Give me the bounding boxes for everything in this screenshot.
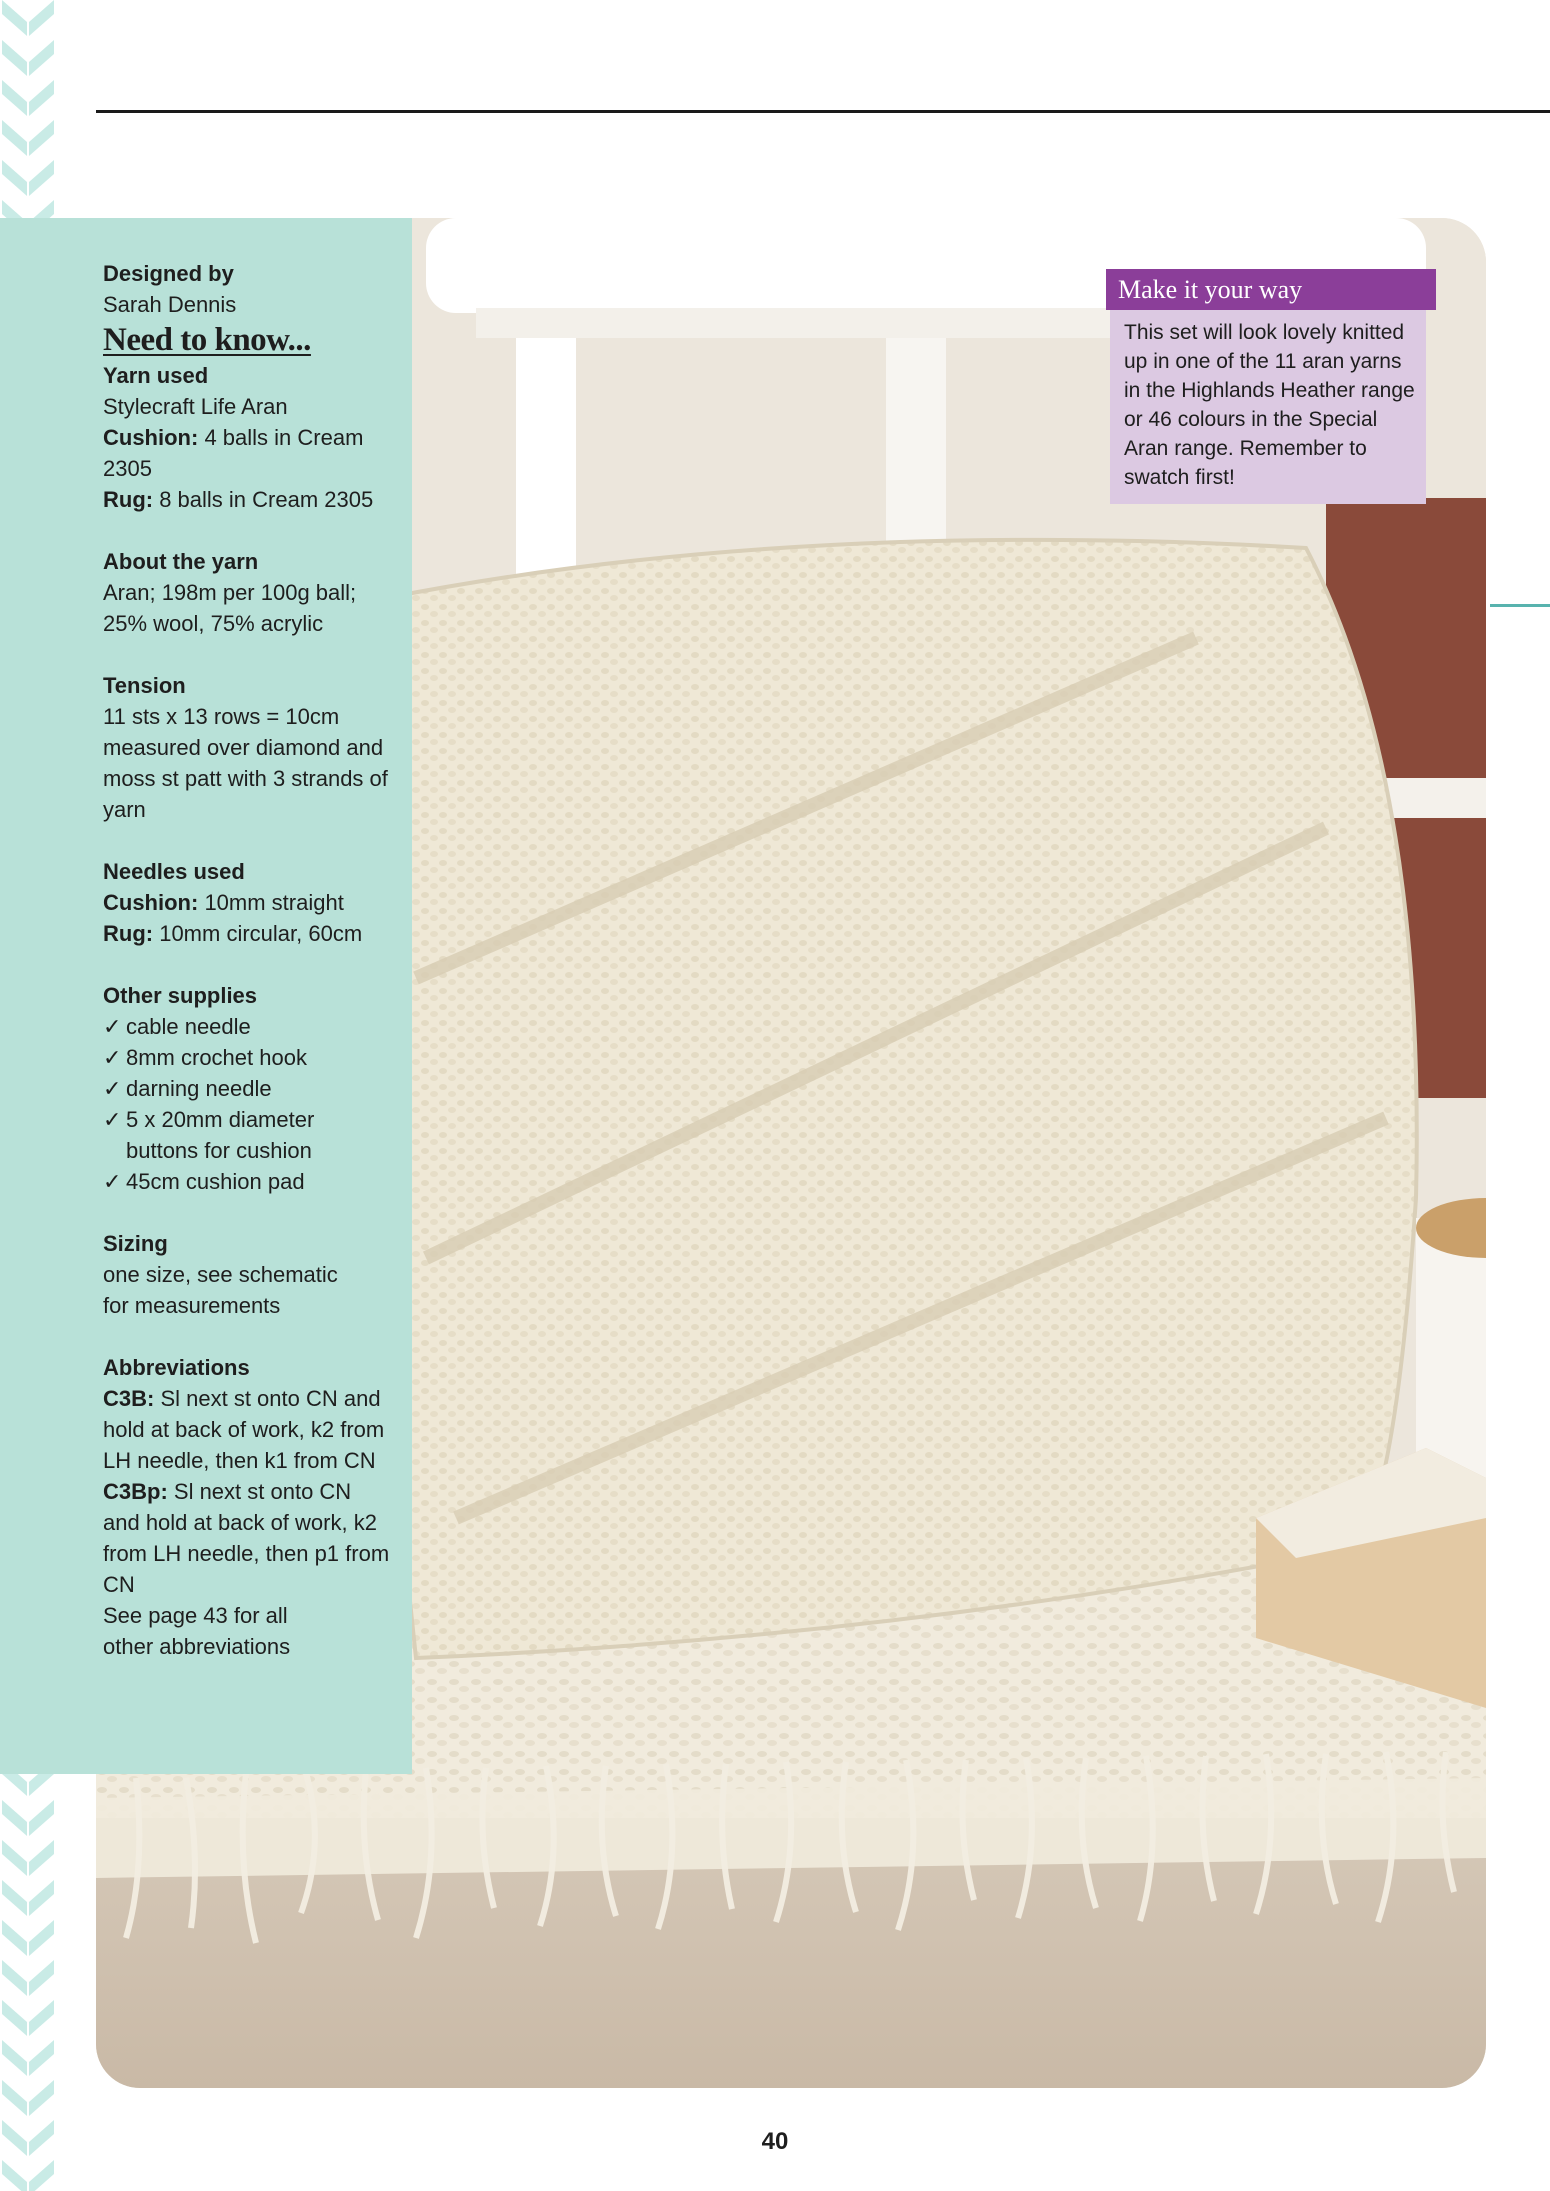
yarn-name: Stylecraft Life Aran (103, 394, 288, 419)
supply-item (103, 1011, 392, 1042)
check-icon: ✓ (103, 1107, 122, 1132)
yarn-used-title: Yarn used (103, 363, 209, 388)
designer-name: Sarah Dennis (103, 292, 237, 317)
top-rule (96, 110, 1550, 113)
need-to-know-heading: Need to know... (103, 322, 311, 358)
yarn-cushion-label: Cushion: (103, 425, 199, 450)
tip-title: Make it your way (1106, 269, 1436, 310)
make-it-your-way-box (1106, 269, 1436, 504)
supply-item-text: 45cm cushion pad (126, 1169, 305, 1194)
check-icon: ✓ (103, 1169, 122, 1194)
supply-item (103, 1104, 392, 1166)
supply-item (103, 1042, 392, 1073)
abbrev-c3b-label: C3B: (103, 1386, 155, 1411)
supply-item-text: 5 x 20mm diameter buttons for cushion (126, 1107, 315, 1163)
needles-rug-value: 10mm circular, 60cm (153, 921, 363, 946)
needles-rug-line (103, 918, 392, 949)
yarn-cushion-value: 4 balls in Cream 2305 (103, 425, 364, 481)
need-to-know-panel (0, 218, 412, 1774)
tip-body: This set will look lovely knitted up in one of the 11 aran yarns in the Highlands Heather range or 46 colours in the Special Aran range. Remember to swatch first! (1110, 310, 1426, 504)
yarn-rug-line (103, 484, 392, 515)
check-icon: ✓ (103, 1014, 122, 1039)
sizing-title: Sizing (103, 1231, 168, 1256)
tension-title: Tension (103, 673, 186, 698)
other-supplies-section (103, 980, 392, 1197)
other-supplies-title: Other supplies (103, 983, 258, 1008)
teal-accent-line (1490, 604, 1550, 607)
designed-by-label: Designed by (103, 261, 234, 286)
abbreviations-section (103, 1352, 392, 1662)
sizing-section (103, 1228, 392, 1321)
needles-cushion-value: 10mm straight (198, 890, 344, 915)
yarn-used-section (103, 360, 392, 515)
about-yarn-line2: 25% wool, 75% acrylic (103, 611, 324, 636)
abbrev-c3b-text: Sl next st onto CN and hold at back of work, k2 from LH needle, then k1 from CN (103, 1386, 385, 1473)
about-yarn-section (103, 546, 392, 639)
about-yarn-line1: Aran; 198m per 100g ball; (103, 580, 357, 605)
tension-section (103, 670, 392, 825)
yarn-cushion-line (103, 422, 392, 484)
supply-item (103, 1073, 392, 1104)
abbrev-see-page: See page 43 for all other abbreviations (103, 1603, 291, 1659)
abbrev-c3bp (103, 1476, 392, 1600)
supply-item-text: 8mm crochet hook (126, 1045, 307, 1070)
sizing-text: one size, see schematic for measurements (103, 1262, 338, 1318)
yarn-rug-value: 8 balls in Cream 2305 (153, 487, 374, 512)
abbrev-c3bp-label: C3Bp: (103, 1479, 168, 1504)
needles-title: Needles used (103, 859, 245, 884)
check-icon: ✓ (103, 1076, 122, 1101)
page-number: 40 (761, 2128, 789, 2155)
needles-section (103, 856, 392, 949)
about-yarn-title: About the yarn (103, 549, 259, 574)
abbreviations-title: Abbreviations (103, 1355, 250, 1380)
supply-item-text: cable needle (126, 1014, 251, 1039)
supply-item (103, 1166, 392, 1197)
check-icon: ✓ (103, 1045, 122, 1070)
supply-item-text: darning needle (126, 1076, 272, 1101)
abbrev-c3bp-text: Sl next st onto CN and hold at back of work, k2 from LH needle, then p1 from CN (103, 1479, 390, 1597)
tension-text: 11 sts x 13 rows = 10cm measured over diamond and moss st patt with 3 strands of yarn (103, 704, 388, 822)
needles-cushion-line (103, 887, 392, 918)
yarn-rug-label: Rug: (103, 487, 154, 512)
needles-rug-label: Rug: (103, 921, 154, 946)
needles-cushion-label: Cushion: (103, 890, 199, 915)
abbrev-c3b (103, 1383, 392, 1476)
